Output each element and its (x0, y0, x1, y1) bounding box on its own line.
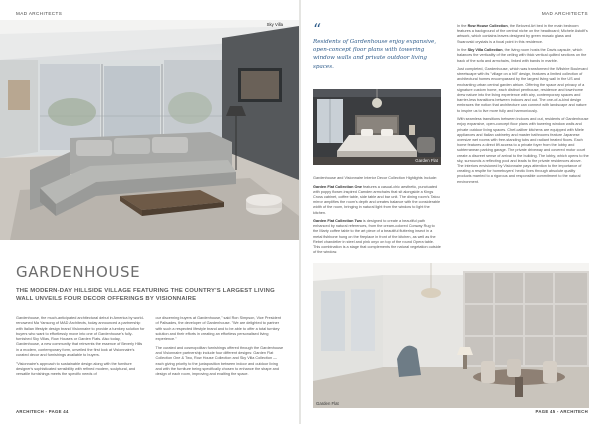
paragraph: Gardenhouse, the much-anticipated architectural debut in America by world-renowned Ma Yansong of MAD Architects, today announced a partnership with Italian lifestyle design brand Visionnaire to provide a turnkey solution for buyers who want to effortlessly move into one of Gardenhouse's fully-furnished Sky Villas, Row Houses or Garden Flats. Also today, Gardenhouse, a new community that reinvents the essence of Beverly Hills in a modern, contemporary form, unveiled the first look at Visionnaire's curated decor and furnishings available to buyers. (16, 316, 145, 358)
left-body-columns (16, 316, 284, 381)
living-room-illustration (0, 20, 299, 240)
paragraph: Just completed, Gardenhouse, which was transformed the Wilshire Boulevard streetscape with its "village on a hill" design, features a limited collection of architectural homes encompassed by the largest living wall in the US and enchanting urban central garden atrium. Offering the space and privacy of a signature custom home, each distinct penthouse, residence and townhome drew nature into the living experience with airy, contemporary spaces and barrier-less transitions between indoors and out. The one-of-a-kind design embraces the notion that architecture can connect with landscape and nature to inspire us to live more fully and harmoniously. (457, 67, 588, 113)
paragraph: Garden Flat Collection Two is designed to create a beautiful path enhanced by natural references, from the cream-colored Conway Rug to the Marty coffee table to the art piece of a beautiful fluttering insect in a metal fishbone hung on the fireplace in front of the kitchen, as well as the Rebel chandelier in steel and pink onyx on top of the round Opera table. This combination is a stage that complements the natural vegetation outside of the window. (313, 219, 441, 255)
left-body-column-2 (156, 316, 285, 381)
dining-caption: Garden Flat (316, 401, 339, 406)
paragraph: Garden Flat Collection One features a casual-chic aesthetic, punctuated with poppy flower-inspired Camden armchairs that sit alongside a Kings Cross cabinet, coffee table, side table and bar unit. The dining room's Tatou mirror amplifies the room's depth and creates balance with the considerable width of the room, bringing in natural light from the window to light the kitchen. (313, 184, 441, 215)
hero-caption: Sky Villa (266, 22, 283, 27)
pull-quote: Residents of Gardenhouse enjoy expansive, open-concept floor plans with towering window walls and private outdoor living spaces. (313, 39, 437, 70)
paragraph: In the Sky Villa Collection, the living room hosts the Davis capsule, which balances the verticality of the ceiling with thick vertical quilted sections on the back of the sofa and armchairs, linked with bands in marble. (457, 48, 587, 63)
paragraph: "Visionnaire's approach to sustainable design along with the furniture designer's sophisticated sensibility with refined modern, sculptural, and versatile furnishings meets the specific needs of (16, 361, 136, 377)
running-head-left: MAD ARCHITECTS (16, 11, 63, 16)
article-deck: THE MODERN-DAY HILLSIDE VILLAGE FEATURING THE COUNTRY'S LARGEST LIVING WALL UNVEILS FOUR DECOR OFFERINGS BY VISIONNAIRE (16, 288, 275, 302)
paragraph: our discerning buyers at Gardenhouse," said Ron Simpson, Vice President of Palisades, the developer of Gardenhouse. "We are delighted to partner with such a respected lifestyle brand and to be able to offer a total turnkey solution and their efforts in creating an effortless personalised living experience." (155, 316, 281, 342)
paragraph: With seamless transitions between indoors and out, residents of Gardenhouse enjoy expansive, open-concept floor plans with towering window walls and private outdoor living spaces. Chef-caliber kitchens are equipped with Miele appliances and Italian cabinetry and master bathrooms feature Japanese oversize wet rooms with free-standing tubs and radiant heated floors. Each home features a direct lift access to a private foyer from the lobby and subterranean parking garage. The private driveway and covered motor court create a discreet sense of arrival to the building. The lobby, which opens to the sky, surrounds a reflecting pool and leads to the private residences above. The interiors envisioned by Visionnaire pays attention to the importance of creating a respite for homebuyers' hectic lives through absolute quality products married to a rigorous and responsible commitment to the natural environment. (457, 117, 589, 184)
paragraph: In the Row House Collection, the Beloved Art bed in the main bedroom features a background of the central niche on the headboard; Michele Astolfi's artwork, which contains leaves designed by green mosaic glass and Swarovski crystals is a focal point in this residence. (457, 24, 588, 44)
page-footer-right: PAGE 45 - ARCHITECH (535, 409, 588, 414)
left-page (0, 0, 299, 424)
right-body-column-1 (313, 176, 441, 259)
paragraph: Gardenhouse and Visionnaire Interior Decor Collection Highlights Include: (313, 176, 438, 180)
hero-living-room-photo (0, 20, 299, 240)
bedroom-caption: Garden Flat (415, 158, 438, 163)
right-body-column-2 (457, 24, 589, 188)
page-footer-left: ARCHITECH - PAGE 44 (16, 409, 69, 414)
running-head-right: MAD ARCHITECTS (541, 11, 588, 16)
pull-quote-block (313, 20, 441, 71)
right-page (301, 0, 600, 424)
bedroom-illustration (313, 89, 441, 165)
article-headline: GARDENHOUSE (16, 263, 141, 281)
paragraph: The curated and cosmopolitan furnishings offered through the Gardenhouse and Visionnaire partnership include four different designs: Garden Flat Collection One & Two, Row House Collection and Sky Villa Collection — each giving priority to the juxtaposition between indoor and outdoor living and with the furniture being specifically chosen to enhance the shape and design of each room, improving and exalting the space. (155, 345, 284, 377)
left-body-column-1 (16, 316, 145, 381)
quote-mark-icon: “ (313, 20, 322, 39)
dining-room-illustration (313, 263, 589, 408)
bedroom-photo (313, 89, 441, 165)
dining-room-photo (313, 263, 589, 408)
